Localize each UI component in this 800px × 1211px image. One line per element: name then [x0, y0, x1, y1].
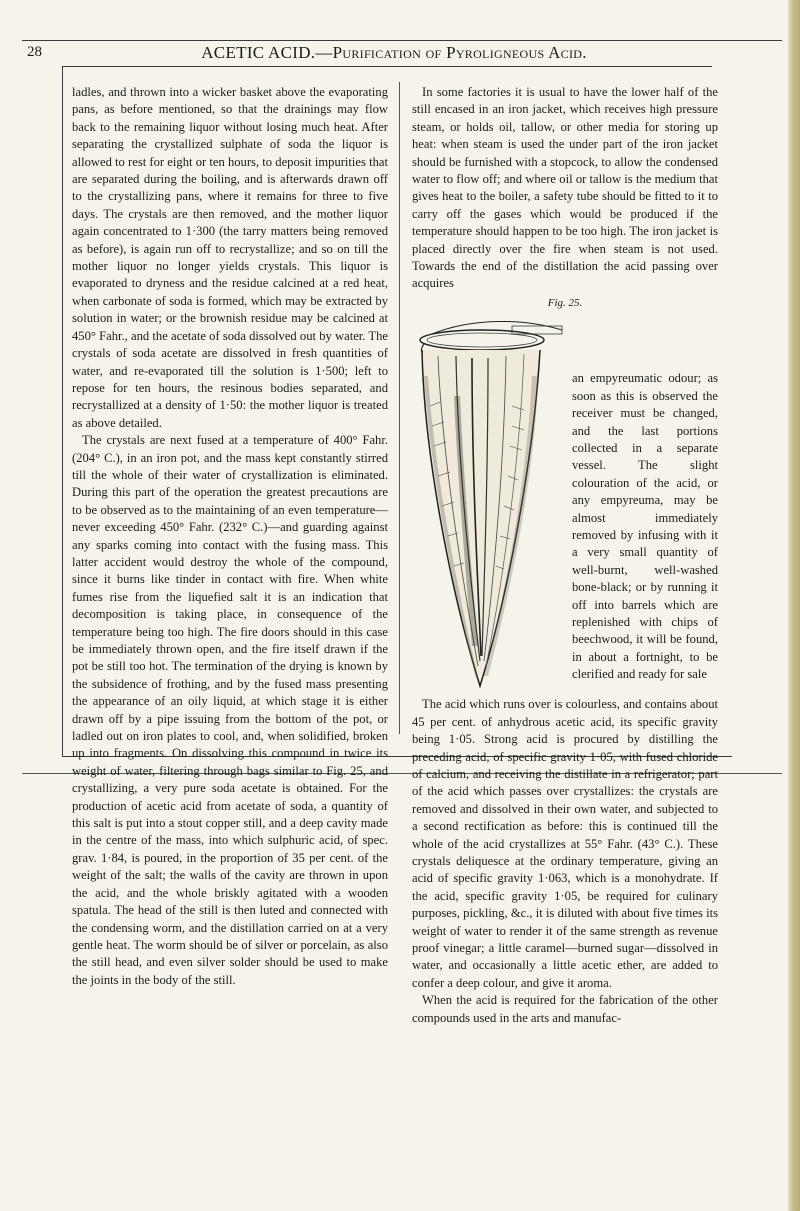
- paragraph: When the acid is required for the fabrication of the other compounds used in the arts and manufac-: [412, 993, 718, 1025]
- book-spine-edge: [788, 0, 800, 1211]
- page-number: 28: [27, 44, 42, 60]
- figure-wrap-text: an empyreumatic odour; as soon as this is observed the receiver must be changed, and the last portions collected in a separate vessel. The slight colouration of the acid, or any empyreuma, may be almost immediately removed by infusing with it a very small quantity of well-burnt, well-washed bone-black; or by running it off into barrels which are replenished with chips of beechwood, it will be found, in about a fortnight, to be clerified and ready for sale: [572, 371, 718, 682]
- figure-25: [412, 316, 718, 696]
- frame-rule-left: [62, 66, 63, 756]
- right-column: [412, 84, 718, 1027]
- paragraph: In some factories it is usual to have the lower half of the still encased in an iron jacket, which receives high pressure steam, or holds oil, tallow, or other media for storing up heat: when steam is used the under part of the iron jacket should be furnished with a stopcock, to allow the condensed water to flow off; and where oil or tallow is the medium that gives heat to the boiler, a safety tube should be fitted to it to carry off the gases which would be produced if the temperature should happen to be too high. The iron jacket is placed directly over the fire when steam is not used. Towards the end of the distillation the acid passing over acquires: [412, 85, 718, 291]
- paragraph: The crystals are next fused at a temperature of 400° Fahr. (204° C.), in an iron pot, and the mass kept constantly stirred till the whole of their water of crystallization is eliminated. During this part of the operation the greatest precautions are to be observed as to the maintaining of an even temperature—never exceeding 450° Fahr. (232° C.)—and guarding against any sparks coming into contact with the fusing mass. This latter accident would destroy the whole of the compound, since it burns like tinder in contact with fire. When white fumes rise from the liquefied salt it is an indication that decomposition is taking place, in consequence of the temperature being too high. The fire doors should in this case be immediately thrown open, and the fire itself drawn if the pot be still too hot. The termination of the drying is known by the subsidence of frothing, and by the fused mass presenting the appearance of an oily liquid, at which stage it is either drawn off by a pipe issuing from the bottom of the pot, or ladled out on iron plates to cool, and, when solidified, broken up into fragments. On dissolving this compound in twice its weight of water, filtering through bags similar to Fig. 25, and crystallizing, a very pure soda acetate is obtained. For the production of acetic acid from acetate of soda, a quantity of this salt is put into a stout copper still, and a deep cavity made in the centre of the mass, into which sulphuric acid, of spec. grav. 1·84, is poured, in the proportion of 35 per cent. of the weight of the salt; the walls of the cavity are thrown in upon the acid, and the whole briskly agitated with a wooden spatula. The head of the still is then luted and connected with the condensing worm, and the distillation carried on at a very gentle heat. The worm should be of silver or porcelain, as also the still head, and even silver solder should be used to make the joints in the body of the still.: [72, 433, 388, 987]
- left-column: [72, 84, 388, 989]
- frame-rule-inner: [62, 66, 712, 67]
- paragraph: ladles, and thrown into a wicker basket above the evaporating pans, as before mentioned, so that the drainings may flow back to the remaining liquor without losing much heat. After separating the crystallized sulphate of soda the liquor is allowed to rest for eight or ten hours, to deposit impurities that are separated during the boiling, and is afterwards drawn off to the crystallizing pans, where it remains for three to five days. The crystals are then removed, and the mother liquor again concentrated to 1·300 (the tarry matters being removed as before), is again run off to recrystallize; and so on till the mother liquor no longer yields crystals. This liquor is evaporated to dryness and the residue calcined at a red heat, when carbonate of soda is formed, which may be extracted by solution in water; or the brownish residue may be calcined at 450° Fahr., and the acetate of soda dissolved out by water. The crystals of soda acetate are dissolved in fresh quantities of water, and re-evaporated till the solution is 1·500; left to repose for ten hours, the resinous bodies separated, and recrystallized at a density of 1·50: the mother liquor is treated as above detailed.: [72, 85, 388, 430]
- running-head-main: ACETIC ACID.—: [201, 43, 333, 62]
- filter-bag-illustration: [412, 316, 567, 696]
- frame-rule-top: [22, 40, 782, 41]
- running-head-sub: Purification of Pyroligneous Acid.: [332, 43, 587, 62]
- figure-label: Fig. 25.: [547, 296, 583, 309]
- running-head: [0, 43, 788, 63]
- column-divider: [399, 82, 400, 734]
- paragraph: The acid which runs over is colourless, and contains about 45 per cent. of anhydrous acetic acid, its specific gravity being 1·05. Strong acid is procured by distilling the preceding acid, of specific gravity 1·05, with fused chloride of calcium, and receiving the distillate in a refrigerator; part of the acid which passes over crystallizes: the crystals are removed and dissolved in their own water, and subjected to a second rectification as before: this is continued till the whole of the acid crystallizes at 55° Fahr. (43° C.). These crystals deliquesce at the ordinary temperature, giving an acid of specific gravity 1·063, which is a monohydrate. If the acid, specific gravity 1·05, be required for culinary purposes, pickling, &c., it is diluted with about five times its weight of water to render it of the same strength as revenue proof vinegar; a little caramel—burned sugar—dissolved in water, and occasionally a little acetic ether, are added to confer a deep colour, and give it aroma.: [412, 697, 718, 990]
